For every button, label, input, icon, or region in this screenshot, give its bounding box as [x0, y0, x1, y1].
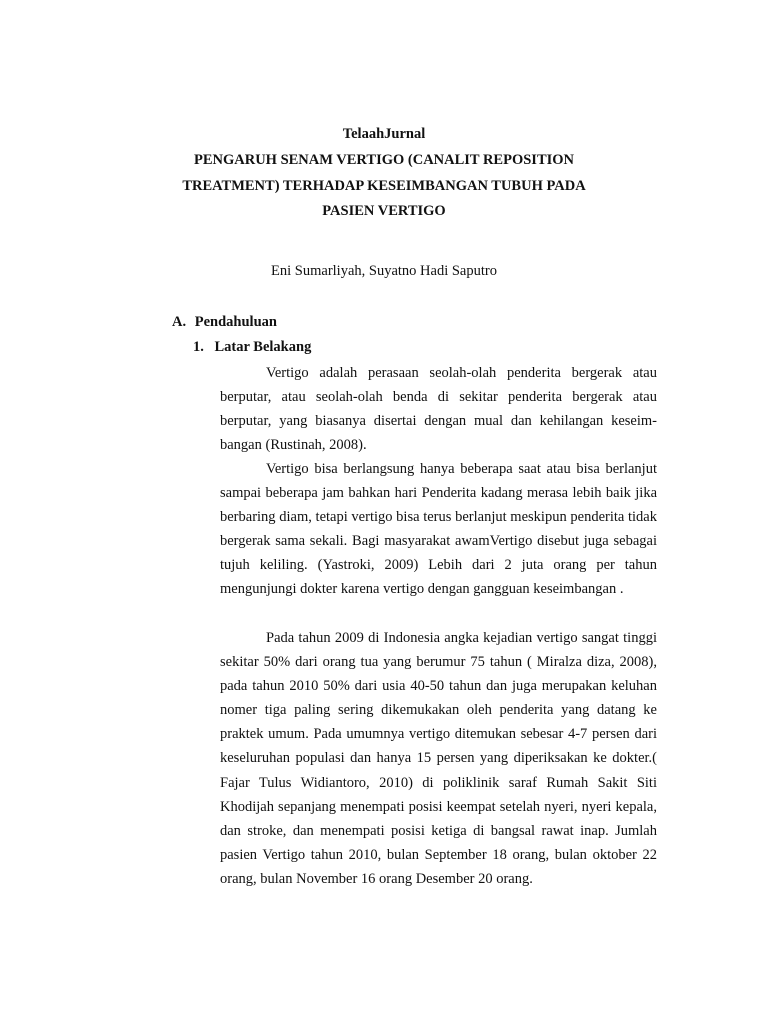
- section-title: Pendahuluan: [194, 314, 277, 330]
- document-label: TelaahJurnal: [342, 126, 426, 142]
- section-marker: A.: [172, 314, 187, 330]
- title-line-2: TREATMENT) TERHADAP KESEIMBANGAN TUBUH PADA: [182, 178, 586, 194]
- section-heading: [172, 314, 277, 331]
- title-line-1: PENGARUH SENAM VERTIGO (CANALIT REPOSITION: [193, 152, 575, 168]
- subsection-title: Latar Belakang: [214, 339, 312, 355]
- paragraph-1: Vertigo adalah perasaan seolah-olah penderita bergerak atau berputar, atau seolah-olah benda di sekitar penderita bergerak atau berputar, yang biasanya disertai dengan mual dan kehilangan keseim-bangan (Rustinah, 2008).: [220, 365, 657, 454]
- title-line-3: PASIEN VERTIGO: [322, 203, 446, 219]
- paragraph-3: Pada tahun 2009 di Indonesia angka kejadian vertigo sangat tinggi sekitar 50% dari orang tua yang berumur 75 tahun ( Miralza diza, 2008), pada tahun 2010 50% dari usia 40-50 tahun dan juga merupakan keluhan nomer tiga paling sering dikemukakan oleh penderita yang datang ke praktek umum. Pada umumnya vertigo ditemukan sebesar 4-7 persen dari keseluruhan populasi dan hanya 15 persen yang diperiksakan ke dokter.( Fajar Tulus Widiantoro, 2010) di poliklinik saraf Rumah Sakit Siti Khodijah sepanjang menempati posisi keempat setelah nyeri, nyeri kepala, dan stroke, dan menempati posisi ketiga di bangsal rawat inap. Jumlah pasien Vertigo tahun 2010, bulan September 18 orang, bulan oktober 22 orang, bulan November 16 orang Desember 20 orang.: [220, 630, 657, 887]
- subsection-heading: [193, 339, 311, 356]
- subsection-marker: 1.: [193, 339, 204, 355]
- paragraph-2: Vertigo bisa berlangsung hanya beberapa saat atau bisa berlanjut sampai beberapa jam bahkan hari Penderita kadang merasa lebih baik jika berbaring diam, tetapi vertigo bisa terus berlanjut meskipun penderita tidak bergerak sama sekali. Bagi masyarakat awamVertigo disebut juga sebagai tujuh keliling. (Yastroki, 2009) Lebih dari 2 juta orang per tahun mengunjungi dokter karena vertigo dengan gangguan keseimbangan .: [220, 461, 657, 598]
- authors: Eni Sumarliyah, Suyatno Hadi Saputro: [271, 263, 497, 279]
